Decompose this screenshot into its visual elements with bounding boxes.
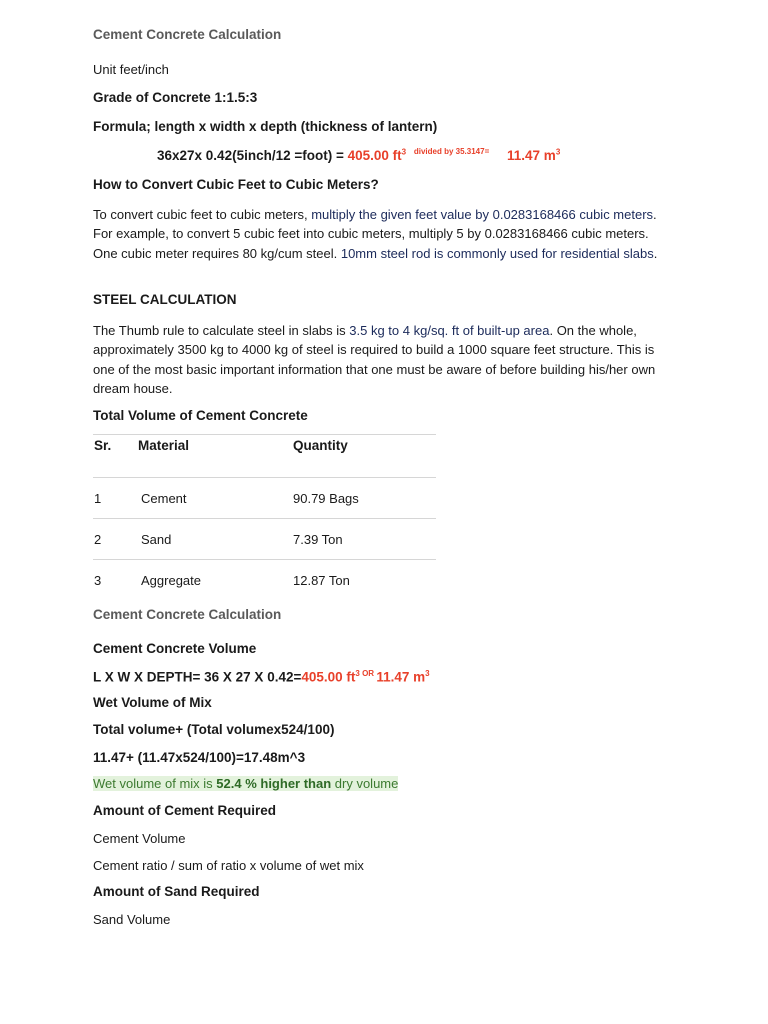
lwd-line: [93, 669, 430, 685]
calc-vol-m: 11.47 m: [507, 148, 556, 163]
doc-title: Cement Concrete Calculation: [93, 27, 282, 42]
header-sr: Sr.: [93, 435, 137, 478]
lwd-vol-ft: 405.00 ft: [301, 669, 356, 685]
table-header-row: [93, 435, 436, 478]
calc-expr: 36x27x 0.42(5inch/12 =foot) =: [157, 148, 348, 163]
wet-volume-heading: Wet Volume of Mix: [93, 695, 212, 710]
cement-ratio-formula: Cement ratio / sum of ratio x volume of wet mix: [93, 858, 364, 873]
convert-paragraph: [93, 205, 671, 263]
steel-heading: STEEL CALCULATION: [93, 292, 237, 307]
calc-divided: divided by 35.3147=: [413, 147, 490, 156]
lwd-sup: 3: [425, 669, 430, 678]
volume-heading: Cement Concrete Volume: [93, 641, 257, 656]
convert-text-3: . For example, to convert 5 cubic feet into cubic meters, multiply 5 by 0.0283168466 cubic meters. One cubic meter requires 80 kg/cum steel.: [93, 207, 657, 261]
cell-material: Aggregate: [137, 560, 292, 601]
result-line: 11.47+ (11.47x524/100)=17.48m^3: [93, 750, 306, 765]
materials-table: [93, 434, 436, 600]
formula-line: Formula; length x width x depth (thickness of lantern): [93, 119, 438, 134]
wet-note-c: dry volume: [331, 776, 399, 791]
total-volume-formula: Total volume+ (Total volumex524/100): [93, 722, 335, 737]
lwd-sup-or: 3 OR: [355, 669, 377, 678]
unit-line: Unit feet/inch: [93, 62, 169, 77]
table-row: [93, 478, 436, 519]
calc-sup-m: 3: [555, 147, 561, 157]
total-volume-heading: Total Volume of Cement Concrete: [93, 408, 308, 423]
cell-sr: 2: [93, 519, 137, 560]
table-row: [93, 519, 436, 560]
wet-note-b: 52.4 % higher than: [216, 776, 332, 791]
wet-volume-note: [93, 776, 398, 791]
convert-text-5: .: [653, 245, 658, 261]
cell-quantity: 7.39 Ton: [292, 519, 436, 560]
cell-quantity: 90.79 Bags: [292, 478, 436, 519]
section-title: Cement Concrete Calculation: [93, 607, 282, 622]
cell-quantity: 12.87 Ton: [292, 560, 436, 601]
table-row: [93, 560, 436, 601]
convert-text-2: multiply the given feet value by 0.0283168466 cubic meters: [311, 207, 654, 222]
steel-text-3: . On the whole, approximately 3500 kg to 4000 kg of steel is required to build a 1000 square feet structure. This is one of the most basic important information that one must be aware of before building his/her own dream house.: [93, 323, 656, 396]
wet-note-a: Wet volume of mix is: [93, 776, 217, 791]
calc-line: [157, 147, 560, 163]
sand-heading: Amount of Sand Required: [93, 884, 260, 899]
cell-material: Sand: [137, 519, 292, 560]
cement-volume-label: Cement Volume: [93, 831, 186, 846]
convert-heading: How to Convert Cubic Feet to Cubic Meters?: [93, 177, 379, 192]
calc-vol-ft: 405.00 ft: [347, 148, 402, 163]
grade-line: Grade of Concrete 1:1.5:3: [93, 90, 258, 105]
cell-sr: 3: [93, 560, 137, 601]
convert-text-4: 10mm steel rod is commonly used for residential slabs: [340, 245, 654, 261]
cell-material: Cement: [137, 478, 292, 519]
sand-volume-label: Sand Volume: [93, 912, 171, 927]
header-quantity: Quantity: [292, 435, 436, 478]
lwd-expr: L X W X DEPTH= 36 X 27 X 0.42=: [93, 669, 302, 685]
cement-heading: Amount of Cement Required: [93, 803, 277, 818]
steel-paragraph: [93, 321, 671, 398]
cell-sr: 1: [93, 478, 137, 519]
steel-text-2: 3.5 kg to 4 kg/sq. ft of built-up area: [349, 323, 550, 338]
steel-text-1: The Thumb rule to calculate steel in slabs is: [93, 323, 350, 338]
calc-sup: 3: [401, 147, 407, 157]
lwd-vol-m: 11.47 m: [376, 669, 426, 685]
convert-text-1: To convert cubic feet to cubic meters,: [93, 207, 312, 222]
header-material: Material: [137, 435, 292, 478]
